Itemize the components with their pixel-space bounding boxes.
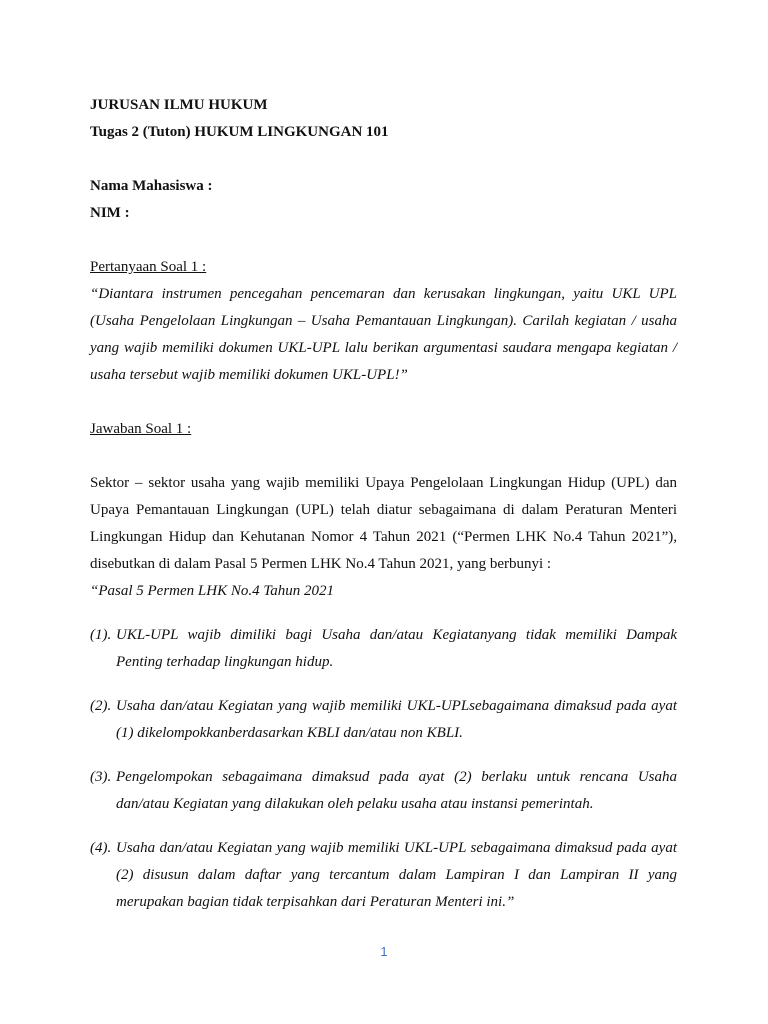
question-heading: Pertanyaan Soal 1 :: [90, 259, 207, 275]
list-item-text: Usaha dan/atau Kegiatan yang wajib memiliki UKL-UPLsebagaimana dimaksud pada ayat (1) dikelompokkanberdasarkan KBLI dan/atau non KBLI.: [116, 698, 677, 741]
spacer: [90, 443, 677, 470]
spacer: [90, 389, 677, 416]
list-item: [90, 835, 677, 916]
list-item-text: Usaha dan/atau Kegiatan yang wajib memiliki UKL-UPL sebagaimana dimaksud pada ayat (2) disusun dalam daftar yang tercantum dalam Lampiran I dan Lampiran II yang merupakan bagian tidak terpisahkan dari Peraturan Menteri ini.”: [116, 840, 677, 910]
list-item: [90, 764, 677, 818]
student-nim-label: NIM :: [90, 205, 130, 221]
list-item-number: (1).: [90, 627, 112, 643]
list-item: [90, 693, 677, 747]
list-item-text: Pengelompokan sebagaimana dimaksud pada ayat (2) berlaku untuk rencana Usaha dan/atau Kegiatan yang dilakukan oleh pelaku usaha atau instansi pemerintah.: [116, 769, 677, 812]
department-title: JURUSAN ILMU HUKUM: [90, 97, 268, 113]
list-item-number: (4).: [90, 840, 112, 856]
quote-title: “Pasal 5 Permen LHK No.4 Tahun 2021: [90, 583, 335, 599]
list-item-number: (2).: [90, 698, 112, 714]
list-item-text: UKL-UPL wajib dimiliki bagi Usaha dan/atau Kegiatanyang tidak memiliki Dampak Penting terhadap lingkungan hidup.: [116, 627, 677, 670]
course-title: Tugas 2 (Tuton) HUKUM LINGKUNGAN 101: [90, 124, 389, 140]
answer-paragraph: Sektor – sektor usaha yang wajib memiliki Upaya Pengelolaan Lingkungan Hidup (UPL) dan Upaya Pemantauan Lingkungan (UPL) telah diatur sebagaimana di dalam Peraturan Menteri Lingkungan Hidup dan Kehutanan Nomor 4 Tahun 2021 (“Permen LHK No.4 Tahun 2021”), disebutkan di dalam Pasal 5 Permen LHK No.4 Tahun 2021, yang berbunyi :: [90, 475, 677, 572]
article-list: [90, 622, 677, 916]
page-number: 1: [380, 944, 388, 959]
spacer: [90, 227, 677, 254]
question-text: “Diantara instrumen pencegahan pencemaran dan kerusakan lingkungan, yaitu UKL UPL (Usaha Pengelolaan Lingkungan – Usaha Pemantauan Lingkungan). Carilah kegiatan / usaha yang wajib memiliki dokumen UKL-UPL lalu berikan argumentasi saudara mengapa kegiatan / usaha tersebut wajib memiliki dokumen UKL-UPL!”: [90, 286, 677, 383]
list-item: [90, 622, 677, 676]
list-item-number: (3).: [90, 769, 112, 785]
student-name-label: Nama Mahasiswa :: [90, 178, 213, 194]
spacer: [90, 146, 677, 173]
answer-heading: Jawaban Soal 1 :: [90, 421, 192, 437]
